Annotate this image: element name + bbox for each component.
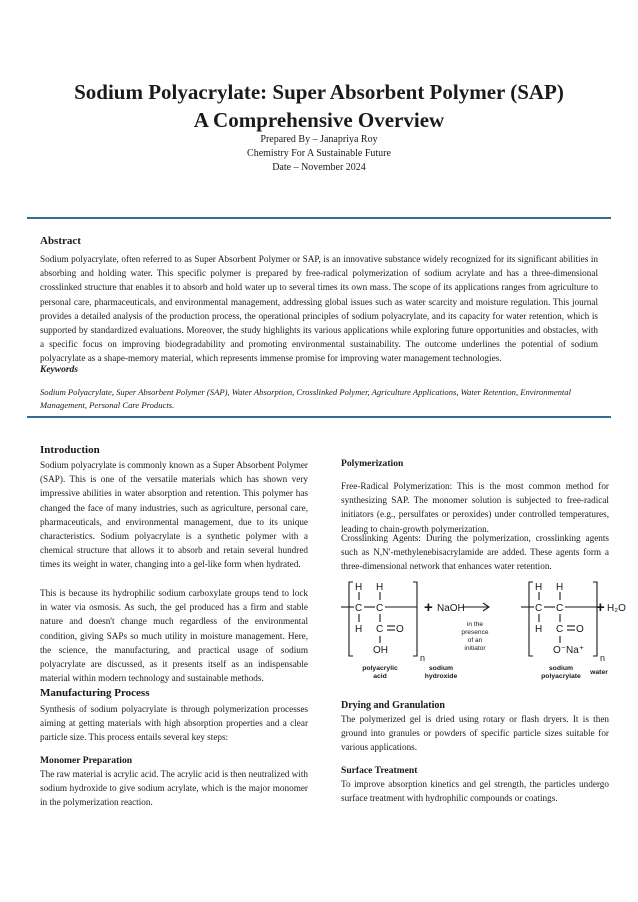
- polymerization-paragraph-2: Crosslinking Agents: During the polymerization, crosslinking agents such as N,N'-methylenebisacrylamide are added. These agents form a three-dimensional network that enhances water retention.: [341, 533, 609, 572]
- introduction-paragraph-2: This is because its hydrophilic sodium carboxylate groups tend to lock in water via osmosis. As such, the gel produced has a firm and stable nature and doesn't change much regardless of the environmental condition, giving SAPs so much utility in moisture management. Here, the science, the manufacturing, and practical usage of sodium polyacrylate are discussed, as it presents itself as an indispensable material within modern technology and sustainable methods.: [40, 588, 308, 684]
- introduction-paragraph-1: Sodium polyacrylate is commonly known as a Super Absorbent Polymer (SAP). This is one of the versatile materials which has shown very impressive abilities in water absorption and retention. This polymer has changed the face of many industries, such as agriculture, personal care, pharmaceuticals, and environmental management, due to its unique characteristics. Sodium polyacrylate is a synthetic polymer with a chemical structure that allows it to absorb and retain several hundred times its weight in water, changing into a gel-like form when hydrated.: [40, 460, 308, 570]
- organization-line: Chemistry For A Sustainable Future: [247, 148, 391, 159]
- arrow-note-line: of an: [467, 637, 483, 644]
- manufacturing-paragraph: Synthesis of sodium polyacrylate is through polymerization processes aiming at getting materials with high absorption properties and a clear particle size. This process entails several key steps:: [40, 704, 308, 743]
- atom-c: C: [355, 603, 363, 614]
- surface-treatment-text: To improve absorption kinetics and gel strength, the particles undergo surface treatment with hydrophilic compounds or coatings.: [341, 779, 609, 804]
- atom-h: H: [355, 582, 363, 593]
- group-oh: OH: [373, 645, 388, 656]
- plus-sign: +: [424, 599, 433, 616]
- arrow-note-line: initiator: [464, 645, 486, 652]
- page-title: Sodium Polyacrylate: Super Absorbent Polymer (SAP): [74, 80, 564, 104]
- surface-treatment-heading: Surface Treatment: [341, 765, 418, 776]
- label-sodium-polyacrylate: sodium: [548, 665, 574, 672]
- atom-h: H: [556, 582, 564, 593]
- label-sodium-hydroxide: hydroxide: [424, 673, 458, 680]
- water-formula: H₂O: [607, 603, 626, 614]
- polymerization-heading: Polymerization: [341, 458, 404, 469]
- atom-c: C: [556, 603, 564, 614]
- atom-c: C: [376, 624, 384, 635]
- abstract-heading: Abstract: [40, 235, 81, 247]
- date-line: Date – November 2024: [272, 162, 366, 173]
- monomer-preparation-text: The raw material is acrylic acid. The acrylic acid is then neutralized with sodium hydroxide to give sodium acrylate, which is the major monomer in the polymerization reaction.: [40, 769, 308, 808]
- abstract-text: Sodium polyacrylate, often referred to as Super Absorbent Polymer or SAP, is an innovative substance widely recognized for its significant abilities in absorbing and holding water. This specific polymer is prepared by free-radical polymerization of sodium acrylate and has a three-dimensional crosslinked structure that enables it to absorb and hold water up to several times its own mass. The scope of its applications ranges from agriculture to personal care, pharmaceuticals, and environmental management, addressing global issues such as water scarcity and moisture regulation. This journal provides a detailed analysis of the production process, the operational principles of sodium polyacrylate, and its capacity for water retention, which is supported by standardized evaluations. Moreover, the study highlights its various applications while exploring future opportunities and obstacles, with a specific focus on improving biodegradability and promoting environmental sustainability. The outcome underlines the potential of sodium polyacrylate as a shape-memory material, which represents immense promise for improving water management technologies.: [40, 254, 598, 364]
- repeat-n: n: [420, 653, 426, 663]
- arrow-note-line: in the: [466, 621, 484, 628]
- label-polyacrylic-acid: acid: [373, 673, 387, 680]
- atom-h: H: [355, 624, 363, 635]
- label-sodium-hydroxide: sodium: [428, 665, 454, 672]
- label-sodium-polyacrylate: polyacrylate: [541, 673, 581, 680]
- arrow-note-line: presence: [461, 629, 489, 636]
- drying-heading: Drying and Granulation: [341, 700, 445, 711]
- keywords-heading: Keywords: [40, 365, 78, 375]
- group-ona: O⁻Na⁺: [553, 645, 585, 656]
- atom-c: C: [535, 603, 543, 614]
- naoh-formula: NaOH: [437, 603, 465, 614]
- plus-sign: +: [596, 599, 605, 616]
- atom-h: H: [535, 582, 543, 593]
- atom-h: H: [535, 624, 543, 635]
- atom-o: O: [396, 624, 404, 635]
- label-water: water: [590, 669, 608, 676]
- top-divider: [27, 217, 611, 219]
- repeat-n: n: [600, 653, 606, 663]
- introduction-heading: Introduction: [40, 444, 100, 456]
- bottom-divider: [27, 416, 611, 418]
- author-line: Prepared By – Janapriya Roy: [260, 134, 378, 145]
- keywords-text: Sodium Polyacrylate, Super Absorbent Polymer (SAP), Water Absorption, Crosslinked Polymer, Agriculture Applications, Water Retention, Environmental Management, Personal Care Products.: [40, 387, 571, 410]
- atom-o: O: [576, 624, 584, 635]
- drying-text: The polymerized gel is dried using rotary or flash dryers. It is then ground into granules or powders of specific particle sizes suitable for various applications.: [341, 714, 609, 753]
- monomer-preparation-heading: Monomer Preparation: [40, 755, 133, 766]
- atom-c: C: [376, 603, 384, 614]
- manufacturing-heading: Manufacturing Process: [40, 687, 150, 699]
- polymerization-paragraph-1: Free-Radical Polymerization: This is the most common method for synthesizing SAP. The monomer solution is subjected to free-radical initiators (e.g., persulfates or peroxides) under controlled temperatures, leading to chain-growth polymerization.: [341, 481, 609, 534]
- atom-c: C: [556, 624, 564, 635]
- page-subtitle: A Comprehensive Overview: [193, 108, 445, 132]
- label-polyacrylic-acid: polyacrylic: [362, 665, 398, 672]
- polymerization-reaction-figure: [341, 576, 626, 686]
- atom-h: H: [376, 582, 384, 593]
